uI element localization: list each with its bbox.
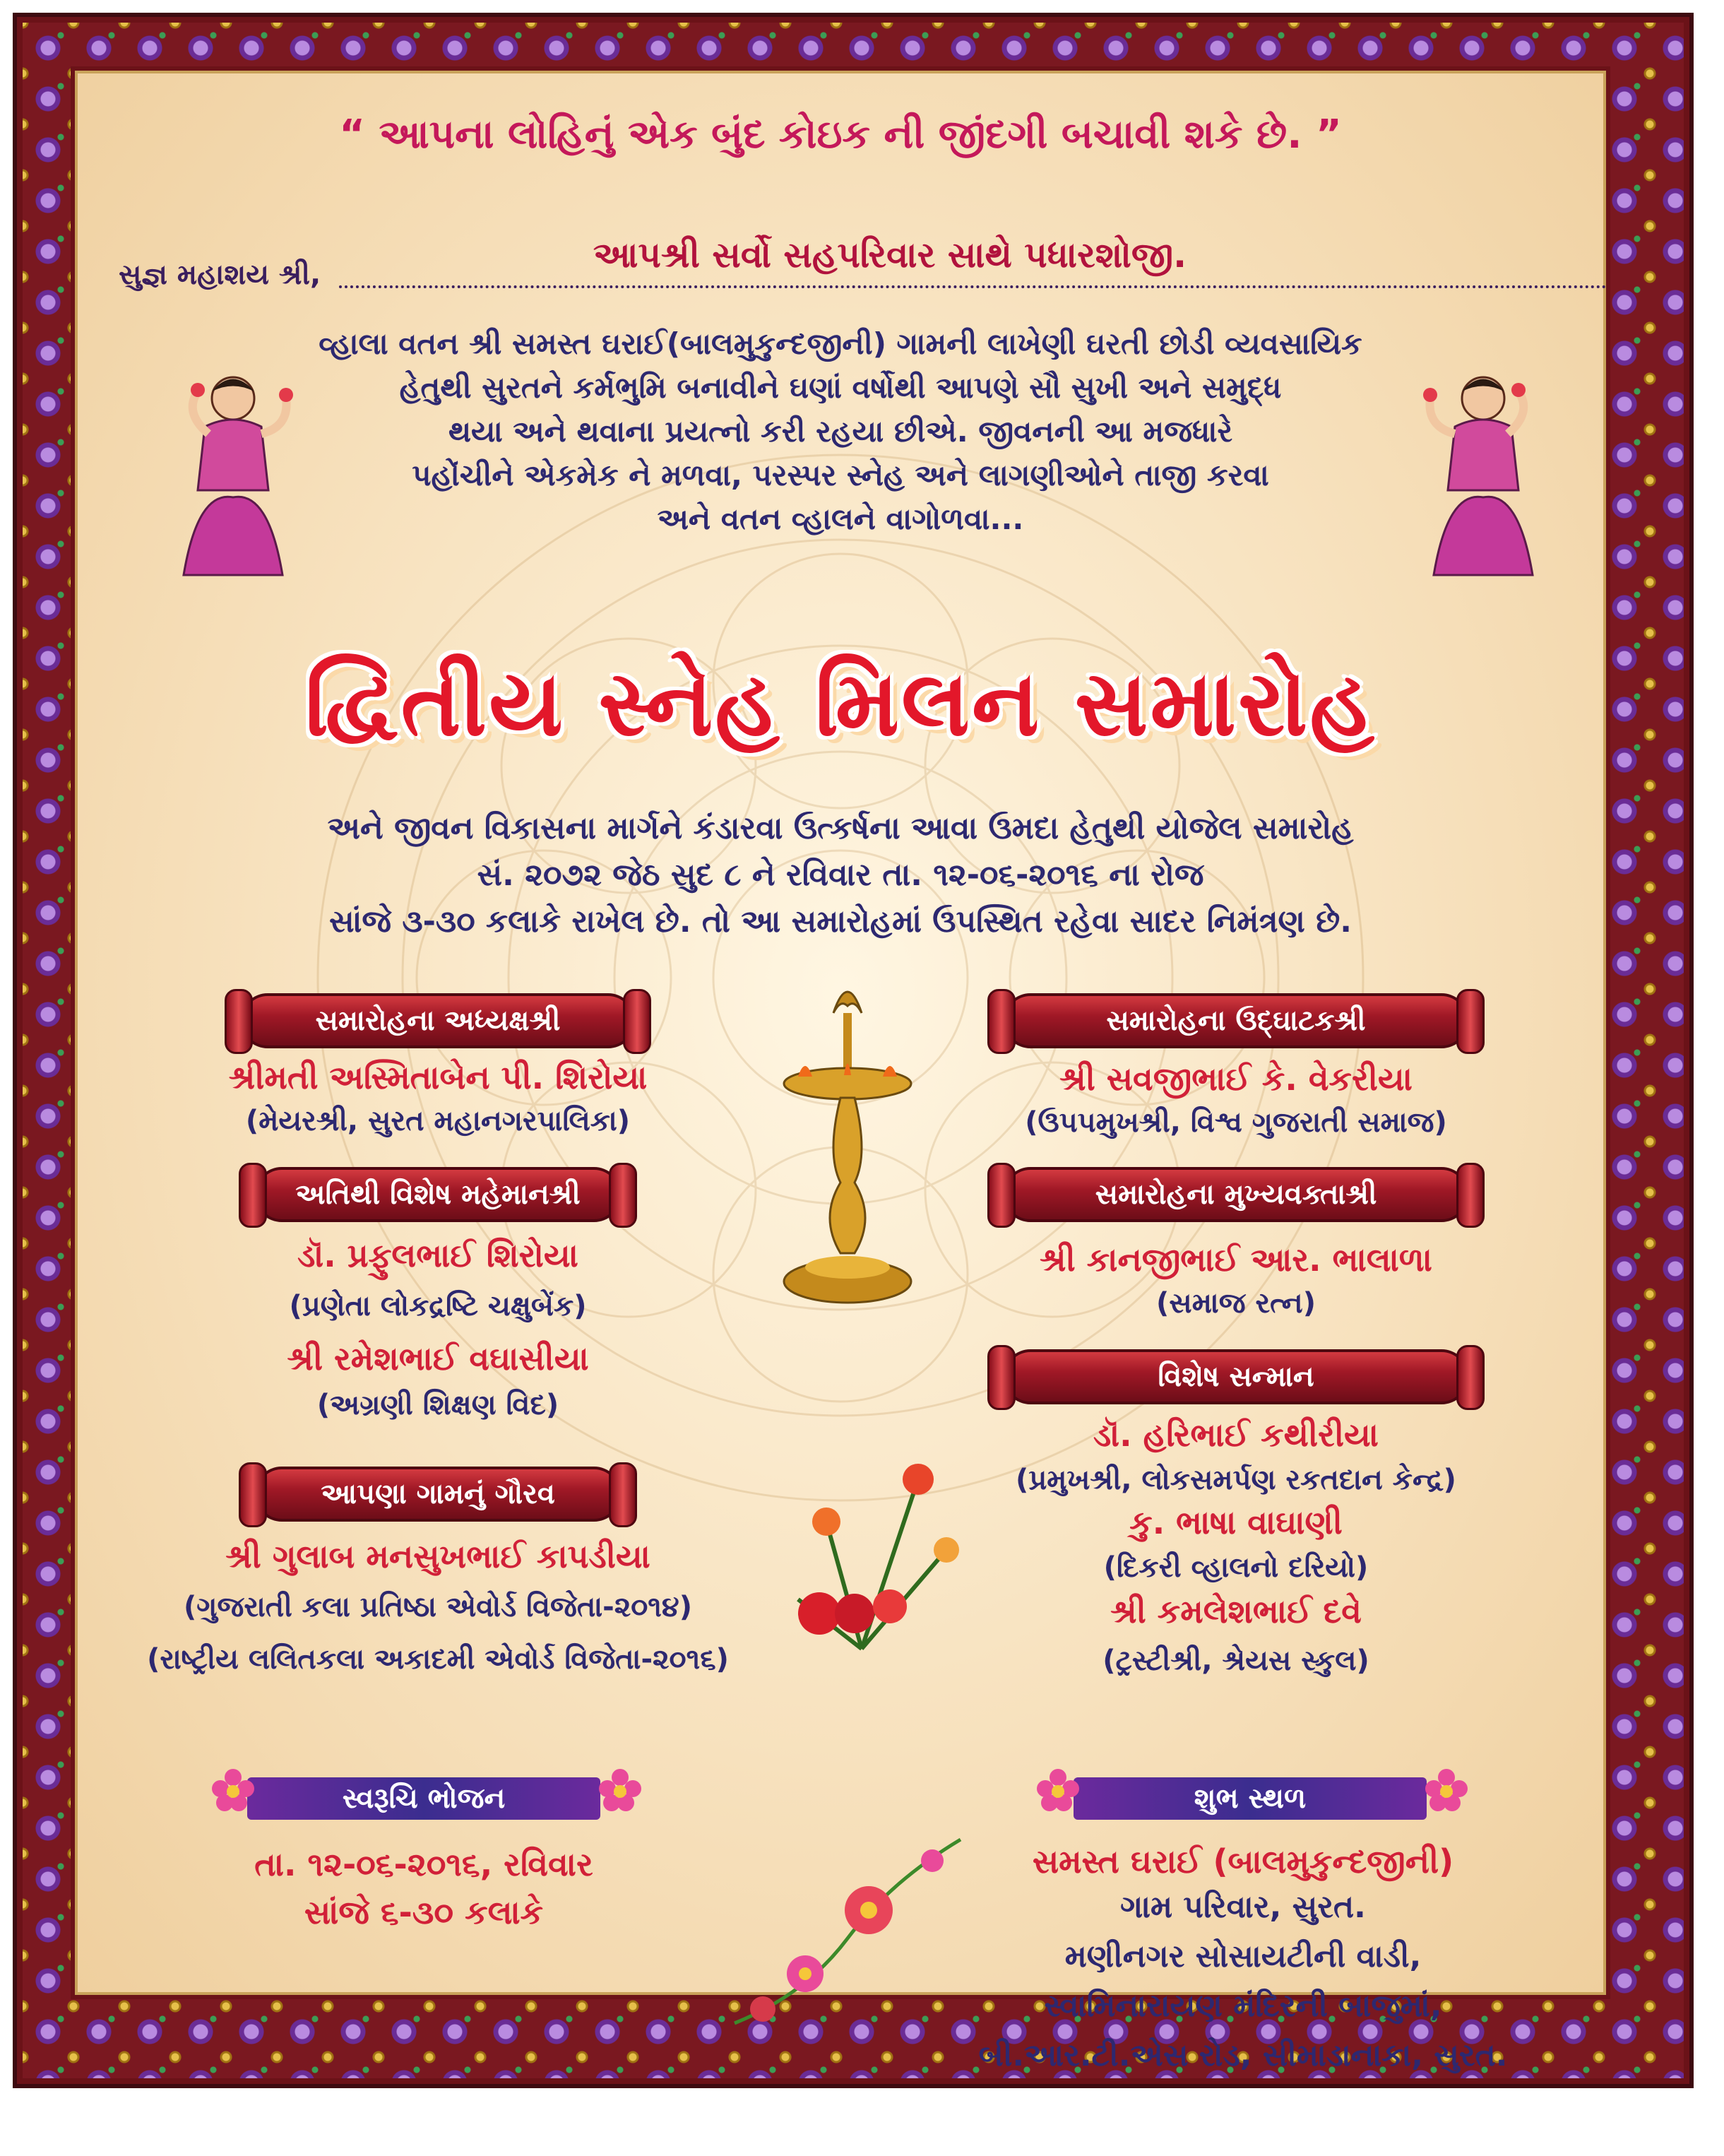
honouree-designation: (ટ્રસ્ટીશ્રી, શ્રેયસ સ્કુલ) [1102,1645,1369,1677]
venue-title-ribbon: શુભ સ્થળ [1074,1777,1427,1820]
guest-name: શ્રી સવજીભાઈ કે. વેકરીયા [1059,1060,1413,1098]
oil-lamp-diya-illustration [777,971,918,1324]
dancer-left-illustration [155,363,311,582]
venue-address-line: સમસ્ત ઘરાઈ (બાલમુકુન્દજીની) [1032,1842,1454,1880]
special-honour-title-scroll: વિશેષ સન્માન [1003,1349,1469,1404]
keynote-speaker-title-scroll: સમારોહના મુખ્યવક્તાશ્રી [1003,1167,1469,1222]
guest-name: શ્રી રમેશભાઈ વઘાસીયા [287,1339,589,1378]
guest-designation: (સમાજ રત્ન) [1156,1287,1316,1320]
chief-guest-title-scroll: સમારોહના અધ્યક્ષશ્રી [240,993,636,1048]
event-title-heading: દ્વિતીય સ્નેહ મિલન સમારોહ [304,651,1377,757]
guest-name: ડૉ. પ્રફુલભાઈ શિરોયા [297,1236,578,1274]
village-pride-title-scroll: આપણા ગામનું ગૌરવ [254,1467,622,1522]
venue-address-line: ગામ પરિવાર, સુરત. [1120,1889,1366,1925]
special-guest-title-scroll: અતિથી વિશેષ મહેમાનશ્રી [254,1167,622,1222]
guest-award: (ગુજરાતી કલા પ્રતિષ્ઠા એવોર્ડ વિજેતા-૨૦૧૪) [184,1591,692,1623]
venue-address-line: મણીનગર સોસાયટીની વાડી, [1064,1938,1422,1974]
flower-icon [1424,1767,1469,1813]
guest-designation: (પ્રણેતા લોકદ્રષ્ટિ ચક્ષુબેંક) [289,1290,587,1322]
dinner-title-ribbon: સ્વરૂચિ ભોજન [247,1777,600,1820]
honouree-name: શ્રી કમલેશભાઈ દવે [1110,1592,1362,1630]
honouree-name: ડૉ. હરિભાઈ કથીરીયા [1093,1416,1379,1454]
inaugurator-title-scroll: સમારોહના ઉદ્ઘાટકશ્રી [1003,993,1469,1048]
venue-address-line: બી.આર.ટી.એસ રોડ, સીમાડાનાકા, સુરત. [978,2037,1508,2073]
invitation-card [78,73,1603,2073]
guest-designation: (ઉપપમુખશ્રી, વિશ્વ ગુજરાતી સમાજ) [1025,1106,1447,1139]
guest-name: શ્રી ગુલાબ મનસુખભાઈ કાપડીયા [225,1537,650,1575]
dancer-right-illustration [1405,363,1561,582]
dinner-time: સાંજે ૬-૩૦ કલાકે [304,1893,544,1931]
dinner-date: તા. ૧૨-૦૬-૨૦૧૬, રવિવાર [254,1845,593,1883]
invitation-details [78,805,1603,945]
invite-line: સાંજે ૩-૩૦ કલાકે રાખેલ છે. તો આ સમારોહમાં ઉપસ્થિત રહેવા સાદર નિમંત્રણ છે. [329,904,1352,940]
honouree-name: કુ. ભાષા વાઘાણી [1129,1503,1343,1541]
intro-line: અને વતન વ્હાલને વાગોળવા... [657,502,1024,536]
guest-name: શ્રી કાનજીભાઈ આર. ભાલાળા [1040,1240,1432,1279]
floral-vine-illustration [720,1825,975,2037]
guest-award: (રાષ્ટ્રીય લલિતકલા અકાદમી એવોર્ડ વિજેતા-૨૦૧૬) [147,1643,729,1676]
invite-line: સં. ૨૦૭૨ જેઠ સુદ ૮ ને રવિવાર તા. ૧૨-૦૬-૨૦૧૬ ના રોજ [477,857,1204,893]
guest-designation: (અગ્રણી શિક્ષણ વિદ) [316,1389,559,1421]
invite-line: અને જીવન વિકાસના માર્ગને કંડારવા ઉત્કર્ષના આવા ઉમદા હેતુથી યોજેલ સમારોહ [327,810,1354,846]
honouree-designation: (દિકરી વ્હાલનો દરિયો) [1103,1551,1369,1584]
blood-donation-quote: “ આપના લોહિનું એક બુંદ કોઇક ની જીંદગી બચાવી શકે છે. ” [339,112,1342,158]
flower-icon [1035,1767,1081,1813]
salutation-label: સુજ્ઞ મહાશય શ્રી, [119,259,321,291]
guest-designation: (મેયરશ્રી, સુરત મહાનગરપાલિકા) [245,1105,631,1137]
flower-icon [598,1767,643,1813]
intro-line: હેતુથી સુરતને કર્મભુમિ બનાવીને ઘણાં વર્ષોથી આપણે સૌ સુખી અને સમુદ્ધ [399,370,1282,405]
guest-name: શ્રીમતી અસ્મિતાબેન પી. શિરોયા [228,1058,648,1096]
intro-line: વ્હાલા વતન શ્રી સમસ્ત ઘરાઈ(બાલમુકુન્દજીની) ગામની લાખેણી ઘરતી છોડી વ્યવસાયિક [319,326,1362,361]
salutation-dotted-line [339,285,1607,288]
intro-line: થયા અને થવાના પ્રયત્નો કરી રહયા છીએ. જીવનની આ મજધારે [448,414,1233,449]
welcome-line: આપશ્રી સર્વો સહપરિવાર સાથે પધારશોજી. [593,235,1187,276]
flower-bouquet-illustration [777,1437,961,1670]
venue-address-line: સ્વામિનારાયણ મંદિરની બાજુમાં, [1044,1988,1442,2024]
honouree-designation: (પ્રમુખશ્રી, લોકસમર્પણ રકતદાન કેન્દ્ર) [1016,1464,1456,1496]
flower-icon [210,1767,256,1813]
intro-line: પહોંચીને એકમેક ને મળવા, પરસ્પર સ્નેહ અને લાગણીઓને તાજી કરવા [412,458,1269,492]
